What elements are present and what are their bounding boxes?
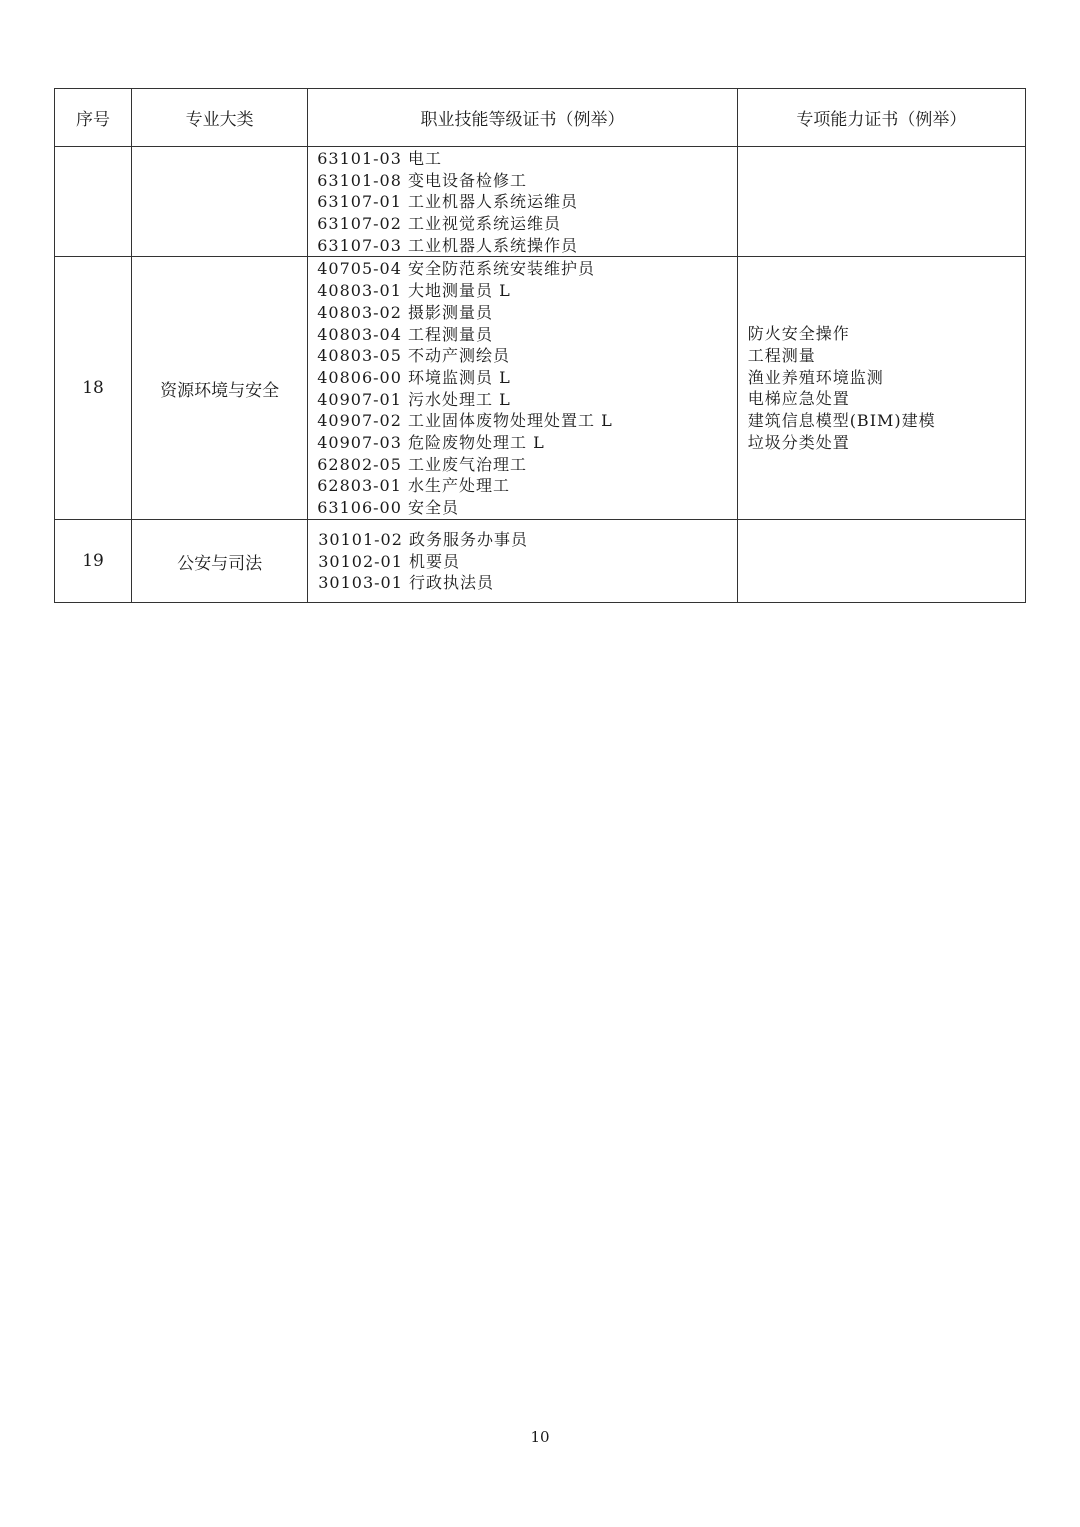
row-category: 资源环境与安全 — [132, 257, 308, 520]
row-special — [737, 257, 1025, 520]
table-row — [55, 257, 1026, 520]
special-item: 垃圾分类处置 — [747, 432, 850, 452]
special-item: 渔业养殖环境监测 — [747, 367, 884, 387]
table-row — [55, 147, 1026, 257]
header-no: 序号 — [55, 89, 132, 147]
row-no: 18 — [55, 257, 132, 520]
row-skills — [308, 520, 737, 603]
row-special — [737, 520, 1025, 603]
skill-item: 40803-05 不动产测绘员 — [317, 346, 511, 366]
skill-item: 62803-01 水生产处理工 — [317, 476, 511, 496]
skill-item: 40803-02 摄影测量员 — [317, 302, 494, 322]
certificate-table — [54, 88, 1026, 603]
row-no — [55, 147, 132, 257]
skill-item: 62802-05 工业废气治理工 — [317, 454, 528, 474]
row-skills — [308, 147, 737, 257]
skill-item: 40803-01 大地测量员 L — [317, 281, 511, 301]
skill-item: 30102-01 机要员 — [318, 551, 461, 571]
row-special — [737, 147, 1025, 257]
header-category: 专业大类 — [132, 89, 308, 147]
page-number: 10 — [530, 1428, 550, 1446]
skill-item: 40907-02 工业固体废物处理处置工 L — [317, 411, 613, 431]
skill-item: 63107-03 工业机器人系统操作员 — [317, 235, 579, 255]
special-item: 工程测量 — [747, 346, 816, 366]
skill-item: 40907-03 危险废物处理工 L — [317, 432, 545, 452]
special-item: 电梯应急处置 — [747, 389, 850, 409]
skill-item: 40806-00 环境监测员 L — [317, 367, 511, 387]
skill-item: 63106-00 安全员 — [317, 498, 460, 517]
table-header-row — [55, 89, 1026, 147]
skill-item: 63107-02 工业视觉系统运维员 — [317, 214, 562, 234]
special-item: 防火安全操作 — [747, 324, 850, 344]
skill-item: 30103-01 行政执法员 — [318, 573, 495, 593]
skill-item: 40907-01 污水处理工 L — [317, 389, 511, 409]
skill-item: 63101-08 变电设备检修工 — [317, 170, 528, 190]
row-no: 19 — [55, 520, 132, 603]
skill-item: 63107-01 工业机器人系统运维员 — [317, 192, 579, 212]
skill-item: 40705-04 安全防范系统安装维护员 — [317, 259, 596, 279]
special-item: 建筑信息模型(BIM)建模 — [747, 411, 936, 431]
header-special-certificates: 专项能力证书（例举） — [737, 89, 1025, 147]
row-category: 公安与司法 — [132, 520, 308, 603]
row-skills — [308, 257, 737, 520]
skill-item: 63101-03 电工 — [317, 149, 443, 168]
row-category — [132, 147, 308, 257]
header-skill-certificates: 职业技能等级证书（例举） — [308, 89, 737, 147]
skill-item: 40803-04 工程测量员 — [317, 324, 494, 344]
table-row — [55, 520, 1026, 603]
skill-item: 30101-02 政务服务办事员 — [318, 529, 529, 549]
